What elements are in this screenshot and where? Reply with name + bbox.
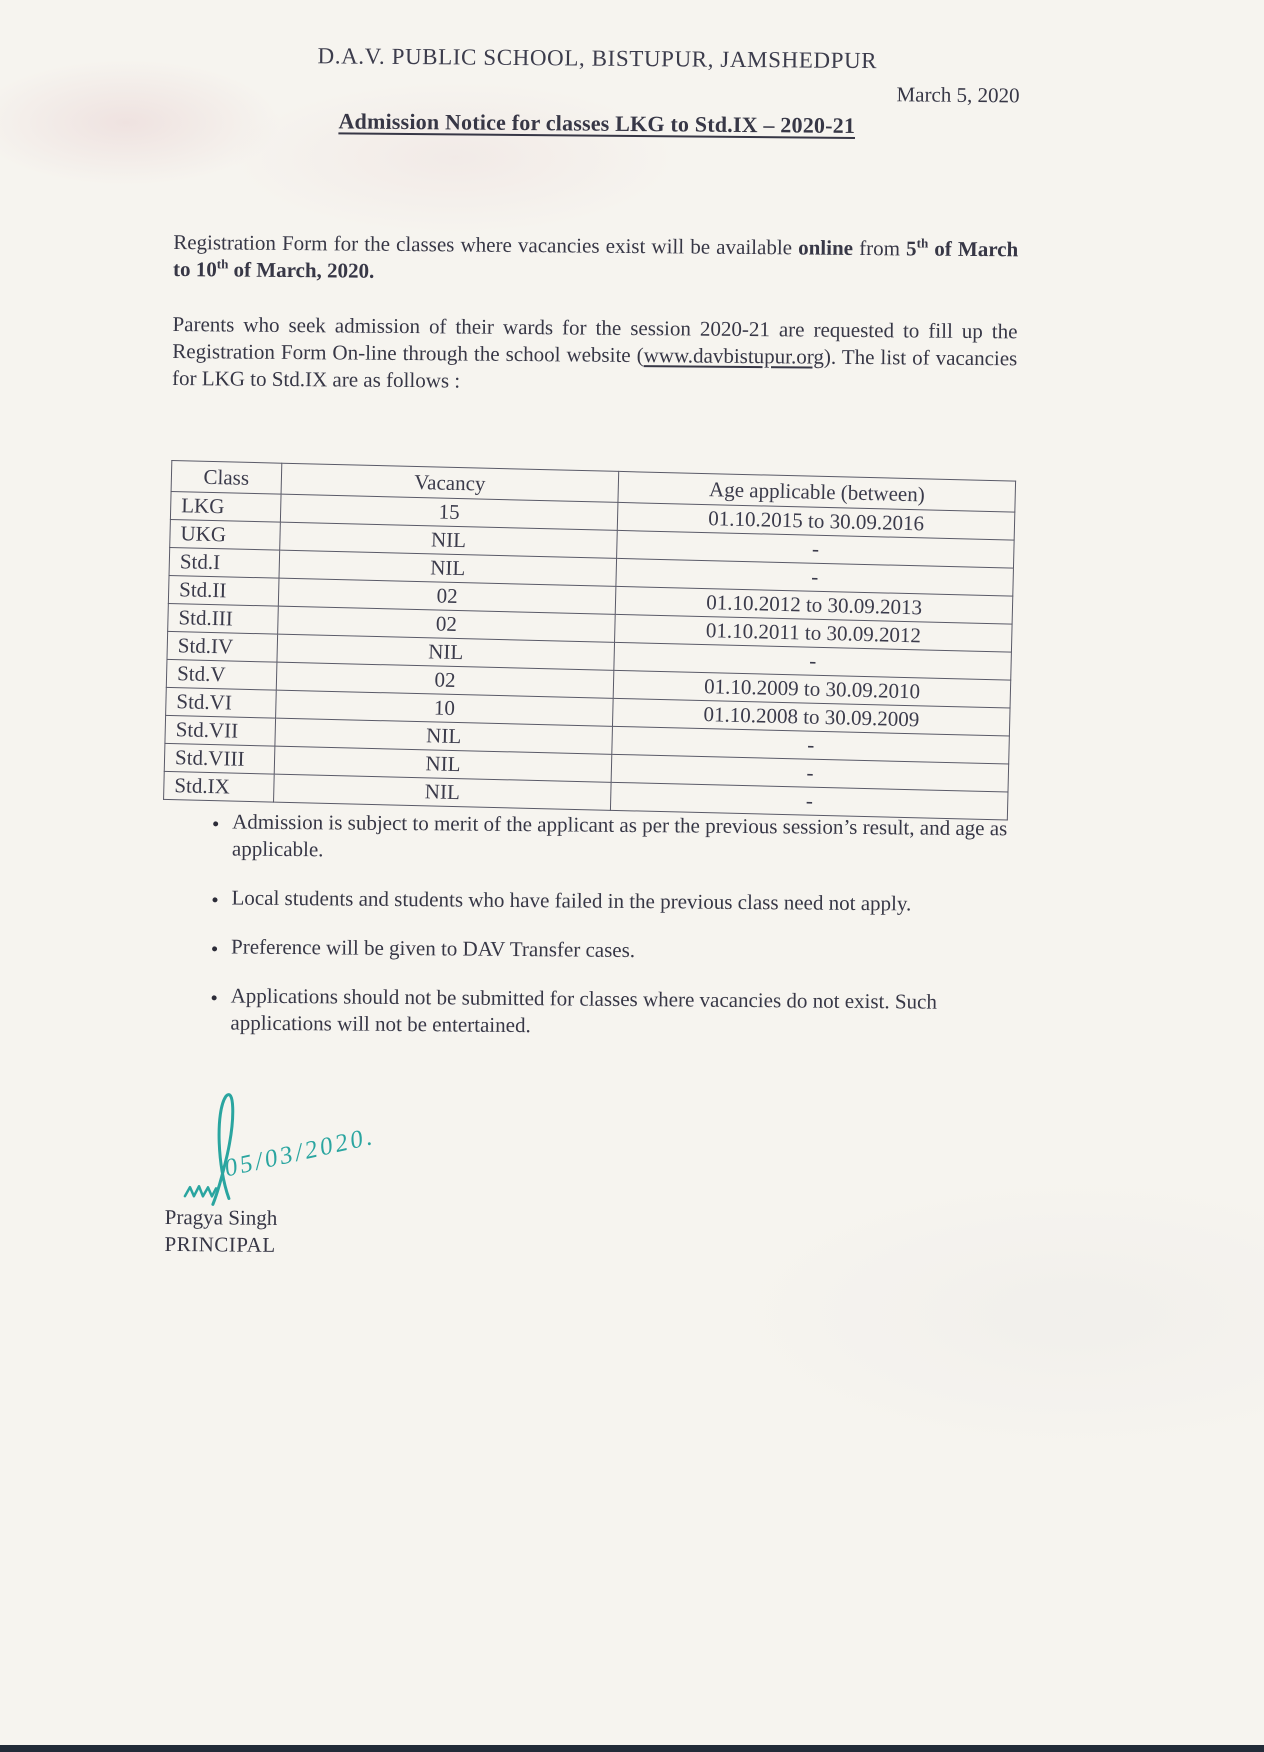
signer-name: Pragya Singh xyxy=(164,1204,278,1230)
vacancy-table xyxy=(163,460,1016,821)
notes-list xyxy=(166,808,1013,1043)
vacancy-table-wrapper xyxy=(163,460,1016,821)
cell-vacancy: 02 xyxy=(278,578,616,614)
document-date: March 5, 2020 xyxy=(896,82,1020,108)
cell-vacancy: NIL xyxy=(279,550,617,586)
ordinal-superscript: th xyxy=(916,235,929,251)
cell-age: - xyxy=(611,754,1008,792)
cell-age: - xyxy=(611,782,1008,820)
school-name-heading: D.A.V. PUBLIC SCHOOL, BISTUPUR, JAMSHEDPUR xyxy=(317,43,878,74)
text-segment: Registration Form for the classes where vacancies exist will be available xyxy=(173,229,799,260)
online-bold: online xyxy=(798,235,854,260)
text-segment: of March to 10 xyxy=(172,236,1019,282)
cell-class: Std.VII xyxy=(165,715,275,746)
col-header-age: Age applicable (between) xyxy=(618,471,1015,512)
bullet-item: • Applications should not be submitted for classes where vacancies do not exist. Such applications will not be entertained. xyxy=(228,983,1011,1044)
cell-vacancy: 15 xyxy=(280,494,618,530)
col-header-class: Class xyxy=(171,460,281,494)
cell-age: 01.10.2012 to 30.09.2013 xyxy=(616,586,1013,624)
cell-age: 01.10.2008 to 30.09.2009 xyxy=(613,698,1010,736)
table-body xyxy=(164,491,1015,820)
cell-vacancy: 02 xyxy=(277,606,615,642)
col-header-vacancy: Vacancy xyxy=(281,463,619,502)
cell-vacancy: NIL xyxy=(274,746,612,782)
text-segment: of March, 2020. xyxy=(228,257,375,283)
cell-vacancy: 02 xyxy=(276,662,614,698)
cell-class: Std.IX xyxy=(164,771,274,802)
bullet-item: • Preference will be given to DAV Transfer cases. xyxy=(229,934,1012,968)
cell-age: 01.10.2011 to 30.09.2012 xyxy=(615,614,1012,652)
bullet-item: • Admission is subject to merit of the applicant as per the previous session’s result, and age as applicable. xyxy=(230,809,1013,870)
scan-edge-artifact xyxy=(0,1745,1264,1752)
text-segment: 5 xyxy=(906,236,917,261)
website-link: www.davbistupur.org xyxy=(643,343,825,369)
cell-class: LKG xyxy=(170,491,280,522)
cell-class: Std.II xyxy=(168,575,278,606)
ordinal-superscript: th xyxy=(216,256,229,272)
text-segment: ). The list of vacancies for LKG to Std.IX are as follows : xyxy=(171,344,1018,393)
cell-age: - xyxy=(614,642,1011,680)
cell-class: Std.IV xyxy=(167,631,277,662)
notice-title: Admission Notice for classes LKG to Std.IX – 2020-21 xyxy=(338,108,856,138)
bullet-item: • Local students and students who have failed in the previous class need not apply. xyxy=(229,885,1012,919)
cell-age: - xyxy=(617,530,1014,568)
signature-block xyxy=(165,1086,1011,1211)
parents-paragraph xyxy=(172,311,1018,399)
cell-vacancy: NIL xyxy=(279,522,617,558)
handwritten-date: 05/03/2020. xyxy=(222,1122,378,1183)
registration-paragraph xyxy=(173,229,1018,290)
cell-class: Std.V xyxy=(166,659,276,690)
cell-age: - xyxy=(612,726,1009,764)
cell-class: Std.I xyxy=(169,547,279,578)
cell-class: Std.III xyxy=(168,603,278,634)
cell-age: 01.10.2015 to 30.09.2016 xyxy=(618,502,1015,540)
signer-designation: PRINCIPAL xyxy=(164,1231,276,1257)
cell-age: - xyxy=(616,558,1013,596)
text-segment: Parents who seek admission of their wards for the session 2020-21 are requested to fill up the Registration Form On-line through the school website ( xyxy=(172,311,1018,368)
cell-vacancy: 10 xyxy=(275,690,613,726)
cell-class: UKG xyxy=(170,519,280,550)
cell-class: Std.VI xyxy=(166,687,276,718)
cell-vacancy: NIL xyxy=(277,634,615,670)
text-segment: from xyxy=(852,235,907,261)
cell-age: 01.10.2009 to 30.09.2010 xyxy=(613,670,1010,708)
cell-vacancy: NIL xyxy=(275,718,613,754)
cell-class: Std.VIII xyxy=(164,743,274,774)
cell-vacancy: NIL xyxy=(273,774,611,810)
document-content xyxy=(164,42,1020,1265)
